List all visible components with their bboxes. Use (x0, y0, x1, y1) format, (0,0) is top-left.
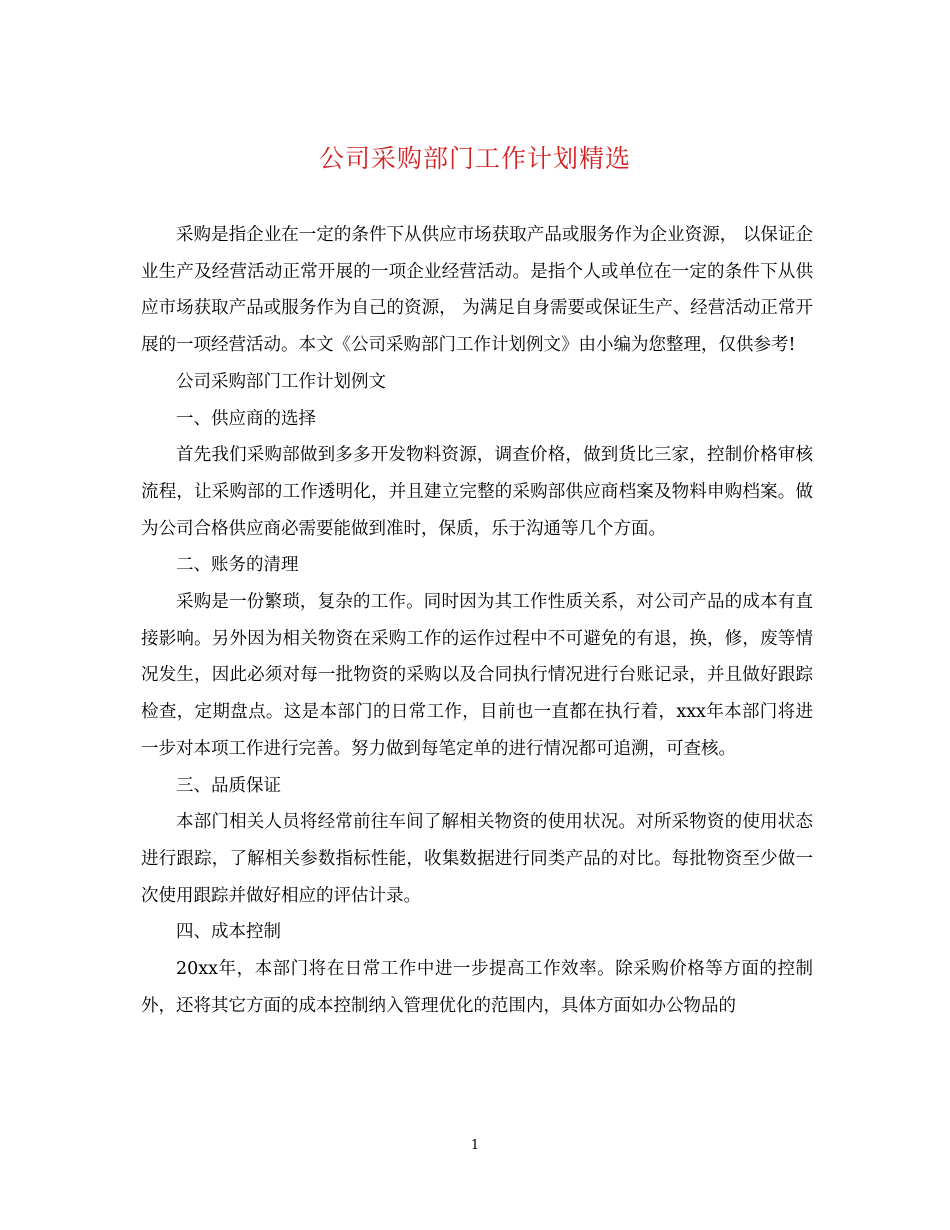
section-paragraph-4: 20xx年，本部门将在日常工作中进一步提高工作效率。除采购价格等方面的控制外，还将其它方面的成本控制纳入管理优化的范围内，具体方面如办公物品的 (141, 959, 813, 1016)
section-heading-3: 三、品质保证 (176, 775, 281, 796)
document-body (141, 217, 813, 1024)
intro-paragraph: 采购是指企业在一定的条件下从供应市场获取产品或服务作为企业资源， 以保证企业生产及经营活动正常开展的一项企业经营活动。是指个人或单位在一定的条件下从供应市场获取产品或服务作为自己的资源， 为满足自身需要或保证生产、经营活动正常开展的一项经营活动。本文《公司采购部门工作计划例文》由小编为您整理，仅供参考! (141, 225, 813, 356)
document-title: 公司采购部门工作计划精选 (318, 144, 631, 173)
section-paragraph-3: 本部门相关人员将经常前往车间了解相关物资的使用状况。对所采物资的使用状态进行跟踪，了解相关参数指标性能，收集数据进行同类产品的对比。每批物资至少做一次使用跟踪并做好相应的评估计录。 (141, 812, 813, 906)
section-paragraph-2: 采购是一份繁琐，复杂的工作。同时因为其工作性质关系，对公司产品的成本有直接影响。另外因为相关物资在采购工作的运作过程中不可避免的有退，换，修，废等情况发生，因此必须对每一批物资的采购以及合同执行情况进行台账记录，并且做好跟踪检查，定期盘点。这是本部门的日常工作，目前也一直都在执行着，xxx年本部门将进一步对本项工作进行完善。努力做到每笔定单的进行情况都可追溯，可查核。 (141, 592, 813, 759)
section-heading-4: 四、成本控制 (176, 922, 281, 943)
subtitle-paragraph: 公司采购部门工作计划例文 (176, 371, 386, 392)
section-heading-1: 一、供应商的选择 (176, 408, 316, 429)
section-heading-2: 二、账务的清理 (176, 555, 299, 576)
section-paragraph-1: 首先我们采购部做到多多开发物料资源，调查价格，做到货比三家，控制价格审核流程，让采购部的工作透明化，并且建立完整的采购部供应商档案及物料申购档案。做为公司合格供应商必需要能做到准时，保质，乐于沟通等几个方面。 (141, 445, 813, 539)
page-number: 1 (470, 1138, 480, 1153)
